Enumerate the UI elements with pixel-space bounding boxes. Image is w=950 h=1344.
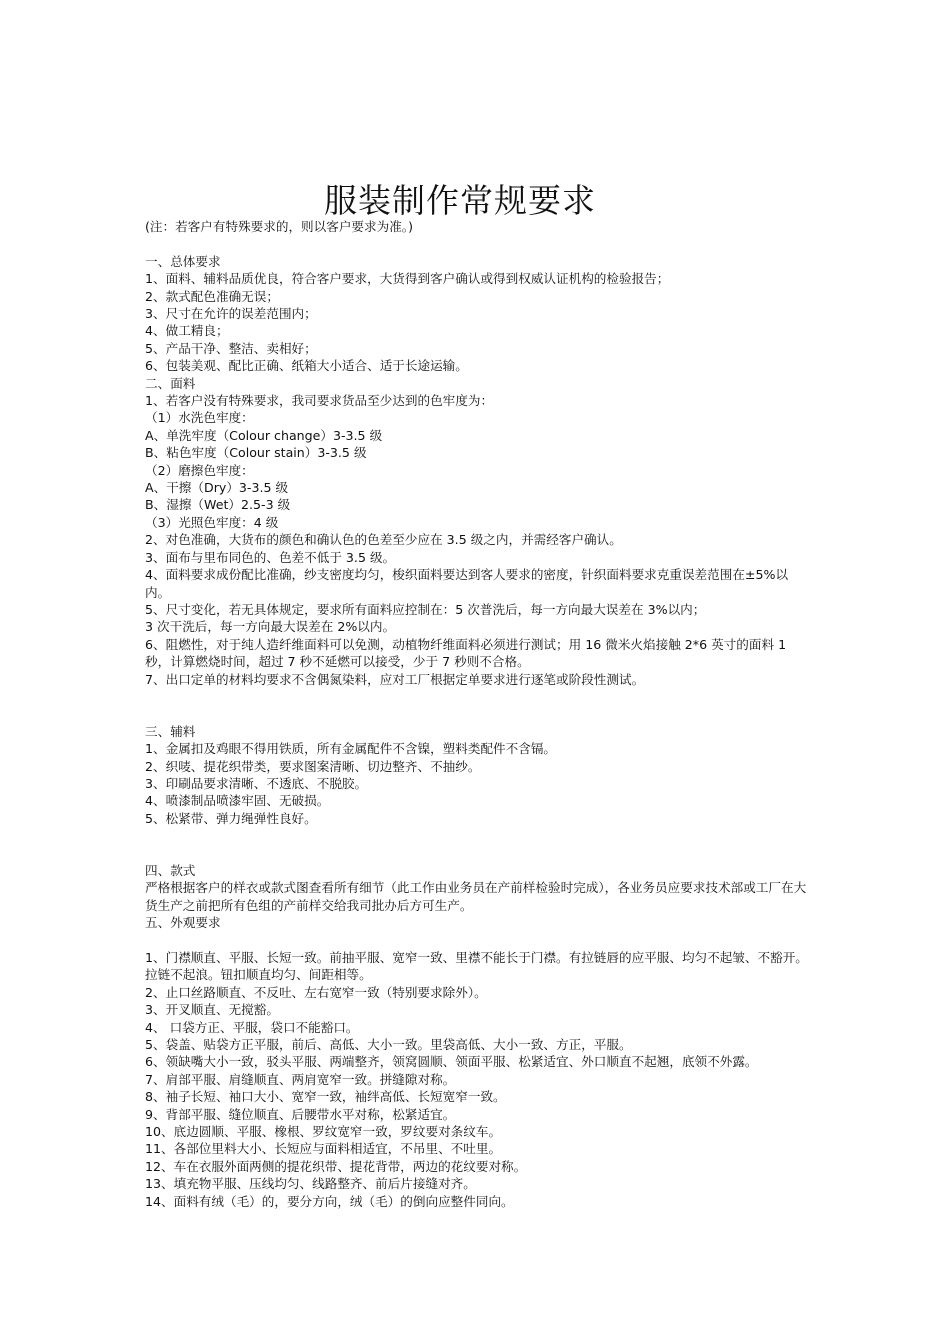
fabric-item: 7、出口定单的材料均要求不含偶氮染料，应对工厂根据定单要求进行逐笔或阶段性测试。 bbox=[145, 671, 645, 687]
fabric-item: （2）磨擦色牢度： bbox=[145, 462, 254, 478]
general-item: 3、尺寸在允许的误差范围内； bbox=[145, 306, 317, 322]
fabric-item: 3 次干洗后，每一方向最大误差在 2%以内。 bbox=[145, 619, 396, 635]
fabric-item: 3、面布与里布同色的、色差不低于 3.5 级。 bbox=[145, 549, 396, 565]
appearance-item: 11、各部位里料大小、长短应与面料相适宜，不吊里、不吐里。 bbox=[145, 1141, 502, 1157]
fabric-item: 2、对色准确，大货布的颜色和确认色的色差至少应在 3.5 级之内，并需经客户确认。 bbox=[145, 532, 622, 548]
style-paragraph: 严格根据客户的样衣或款式图查看所有细节（此工作由业务员在产前样检验时完成），各业务员应要求技术部或工厂在大货生产之前把所有色组的产前样交给我司批办后方可生产。 bbox=[145, 880, 807, 913]
section-heading-fabric: 二、面料 bbox=[145, 375, 196, 391]
appearance-item: 3、开叉顺直、无搅豁。 bbox=[145, 1002, 279, 1018]
appearance-item: 1、门襟顺直、平服、长短一致。前抽平服、宽窄一致、里襟不能长于门襟。有拉链唇的应平服、均匀不起皱、不豁开。拉链不起浪。钮扣顺直均匀、间距相等。 bbox=[145, 950, 808, 983]
appearance-item: 8、袖子长短、袖口大小、宽窄一致，袖绊高低、长短宽窄一致。 bbox=[145, 1089, 506, 1105]
appearance-item: 7、肩部平服、肩缝顺直、两肩宽窄一致。拼缝隙对称。 bbox=[145, 1071, 456, 1087]
general-item: 1、面料、辅料品质优良，符合客户要求，大货得到客户确认或得到权威认证机构的检验报告； bbox=[145, 271, 670, 287]
appearance-item: 10、底边圆顺、平服、橡根、罗纹宽窄一致，罗纹要对条纹车。 bbox=[145, 1124, 502, 1140]
note-text: (注：若客户有特殊要求的，则以客户要求为准。) bbox=[145, 219, 413, 234]
appearance-item: 12、车在衣服外面两侧的提花织带、提花背带，两边的花纹要对称。 bbox=[145, 1158, 527, 1174]
appearance-item: 4、 口袋方正、平服，袋口不能豁口。 bbox=[145, 1019, 359, 1035]
fabric-item: （3）光照色牢度：4 级 bbox=[145, 514, 279, 530]
blank-line bbox=[145, 932, 810, 949]
fabric-item: 4、面料要求成份配比准确，纱支密度均匀，梭织面料要达到客人要求的密度，针织面料要求克重误差范围在±5%以内。 bbox=[145, 567, 789, 600]
section-heading-accessories: 三、辅料 bbox=[145, 723, 196, 739]
fabric-item: B、湿擦（Wet）2.5-3 级 bbox=[145, 497, 291, 513]
general-item: 5、产品干净、整洁、卖相好； bbox=[145, 340, 317, 356]
accessories-item: 3、印刷品要求清晰、不透底、不脱胶。 bbox=[145, 775, 368, 791]
general-item: 2、款式配色准确无误； bbox=[145, 288, 279, 304]
section-heading-general: 一、总体要求 bbox=[145, 253, 221, 269]
appearance-item: 2、止口丝路顺直、不反吐、左右宽窄一致（特别要求除外）。 bbox=[145, 984, 487, 1000]
accessories-item: 2、织唛、提花织带类，要求图案清晰、切边整齐、不抽纱。 bbox=[145, 758, 481, 774]
document-title: 服装制作常规要求 bbox=[324, 181, 596, 220]
blank-line bbox=[145, 827, 810, 862]
document-body bbox=[145, 218, 810, 1210]
fabric-item: A、干擦（Dry）3-3.5 级 bbox=[145, 480, 289, 496]
fabric-item: 1、若客户没有特殊要求，我司要求货品至少达到的色牢度为： bbox=[145, 393, 494, 409]
general-item: 4、做工精良； bbox=[145, 323, 229, 339]
accessories-item: 1、金属扣及鸡眼不得用铁质，所有金属配件不含镍，塑料类配件不含镉。 bbox=[145, 741, 557, 757]
appearance-item: 6、领缺嘴大小一致，驳头平服、两端整齐，领窝圆顺、领面平服、松紧适宜、外口顺直不起翘，底领不外露。 bbox=[145, 1054, 758, 1070]
accessories-item: 5、松紧带、弹力绳弹性良好。 bbox=[145, 810, 317, 826]
appearance-item: 13、填充物平服、压线均匀、线路整齐、前后片接缝对齐。 bbox=[145, 1176, 476, 1192]
general-item: 6、包装美观、配比正确、纸箱大小适合、适于长途运输。 bbox=[145, 358, 468, 374]
accessories-item: 4、喷漆制品喷漆牢固、无破损。 bbox=[145, 793, 330, 809]
section-heading-style: 四、款式 bbox=[145, 862, 196, 878]
fabric-item: 5、尺寸变化，若无具体规定，要求所有面料应控制在：5 次普洗后，每一方向最大误差在 3%以内； bbox=[145, 601, 706, 617]
fabric-item: 6、阻燃性，对于纯人造纤维面料可以免测，动植物纤维面料必须进行测试；用 16 微米火焰接触 2*6 英寸的面料 1 秒，计算燃烧时间，超过 7 秒不延燃可以接受，少于 7 秒则不合格。 bbox=[145, 636, 787, 670]
appearance-item: 5、袋盖、贴袋方正平服，前后、高低、大小一致。里袋高低、大小一致、方正，平服。 bbox=[145, 1037, 632, 1053]
blank-line bbox=[145, 235, 810, 252]
fabric-item: B、粘色牢度（Colour stain）3-3.5 级 bbox=[145, 445, 367, 461]
fabric-item: （1）水洗色牢度： bbox=[145, 410, 254, 426]
appearance-item: 14、面料有绒（毛）的，要分方向，绒（毛）的倒向应整件同向。 bbox=[145, 1193, 514, 1209]
fabric-item: A、单洗牢度（Colour change）3-3.5 级 bbox=[145, 427, 383, 443]
blank-line bbox=[145, 688, 810, 723]
section-heading-appearance: 五、外观要求 bbox=[145, 915, 221, 931]
appearance-item: 9、背部平服、缝位顺直、后腰带水平对称，松紧适宜。 bbox=[145, 1106, 456, 1122]
